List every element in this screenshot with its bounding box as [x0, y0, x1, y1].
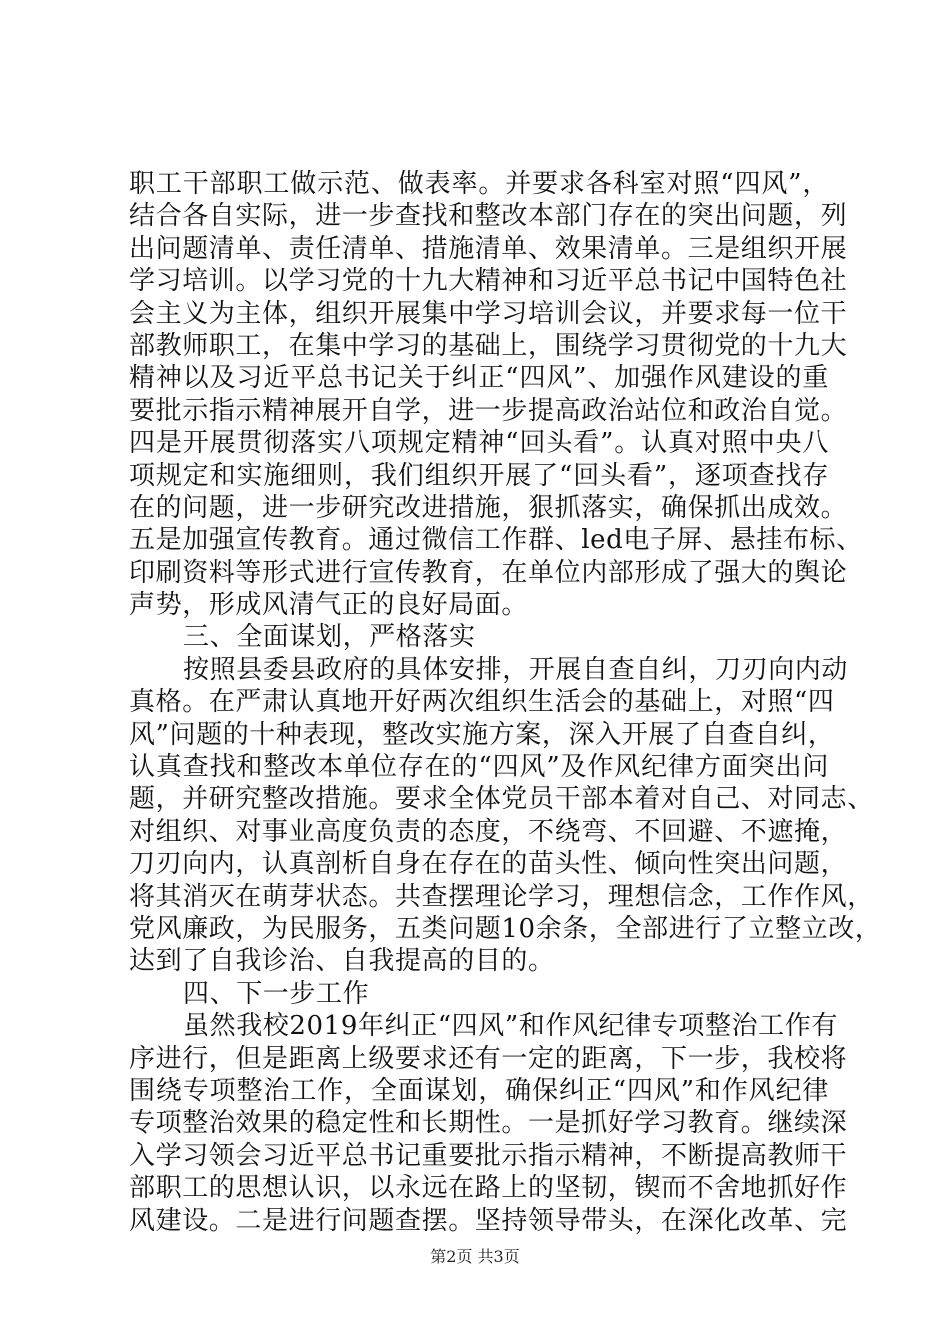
- text-line: 围绕专项整治工作，全面谋划，确保纠正“四风”和作风纪律: [129, 1075, 829, 1106]
- text-line: 部职工的思想认识，以永远在路上的坚韧，锲而不舍地抓好作: [129, 1173, 848, 1204]
- text-line: 刀刃向内，认真剖析自身在存在的苗头性、倾向性突出问题，: [129, 849, 848, 880]
- section-heading: 三、全面谋划，严格落实: [183, 622, 476, 653]
- section-heading: 四、下一步工作: [183, 978, 370, 1009]
- text-line: 风建设。二是进行问题查摆。坚持领导带头，在深化改革、完: [129, 1205, 848, 1236]
- text-line: 印刷资料等形式进行宣传教育，在单位内部形成了强大的舆论: [129, 557, 848, 588]
- text-line: 风”问题的十种表现，整改实施方案，深入开展了自查自纠，: [129, 719, 835, 750]
- text-line: 五是加强宣传教育。通过微信工作群、led电子屏、悬挂布标、: [129, 525, 863, 556]
- text-line: 党风廉政，为民服务，五类问题10余条，全部进行了立整立改，: [129, 913, 882, 944]
- text-line: 职工干部职工做示范、做表率。并要求各科室对照“四风”，: [129, 169, 829, 199]
- page-footer: 第2页 共3页: [430, 1247, 520, 1266]
- text-line: 入学习领会习近平总书记重要批示指示精神，不断提高教师干: [129, 1140, 848, 1171]
- text-line: 出问题清单、责任清单、措施清单、效果清单。三是组织开展: [129, 233, 848, 264]
- text-line: 精神以及习近平总书记关于纠正“四风”、加强作风建设的重: [129, 363, 829, 394]
- document-body: [129, 168, 882, 1237]
- text-line: 四是开展贯彻落实八项规定精神“回头看”。认真对照中央八: [129, 428, 829, 459]
- text-line: 序进行，但是距离上级要求还有一定的距离，下一步，我校将: [129, 1043, 848, 1074]
- text-line: 在的问题，进一步研究改进措施，狠抓落实，确保抓出成效。: [129, 492, 848, 523]
- text-line: 要批示指示精神展开自学，进一步提高政治站位和政治自觉。: [129, 395, 848, 426]
- text-line: 项规定和实施细则，我们组织开展了“回头看”，逐项查找存: [129, 460, 829, 491]
- text-line: 会主义为主体，组织开展集中学习培训会议，并要求每一位干: [129, 298, 848, 329]
- text-line: 虽然我校2019年纠正“四风”和作风纪律专项整治工作有: [183, 1011, 838, 1042]
- text-line: 学习培训。以学习党的十九大精神和习近平总书记中国特色社: [129, 266, 848, 297]
- text-line: 达到了自我诊治、自我提高的目的。: [129, 946, 555, 977]
- text-line: 声势，形成风清气正的良好局面。: [129, 590, 529, 621]
- text-line: 对组织、对事业高度负责的态度，不绕弯、不回避、不遮掩，: [129, 816, 848, 847]
- text-line: 将其消灭在萌芽状态。共查摆理论学习，理想信念，工作作风，: [129, 881, 874, 912]
- text-line: 真格。在严肃认真地开好两次组织生活会的基础上，对照“四: [129, 687, 835, 718]
- text-line: 认真查找和整改本单位存在的“四风”及作风纪律方面突出问: [129, 752, 829, 783]
- text-line: 部教师职工，在集中学习的基础上，围绕学习贯彻党的十九大: [129, 330, 848, 361]
- text-line: 结合各自实际，进一步查找和整改本部门存在的突出问题，列: [129, 201, 848, 232]
- text-line: 题，并研究整改措施。要求全体党员干部本着对自己、对同志、: [129, 784, 874, 815]
- text-line: 按照县委县政府的具体安排，开展自查自纠，刀刃向内动: [183, 654, 849, 685]
- text-line: 专项整治效果的稳定性和长期性。一是抓好学习教育。继续深: [129, 1108, 848, 1139]
